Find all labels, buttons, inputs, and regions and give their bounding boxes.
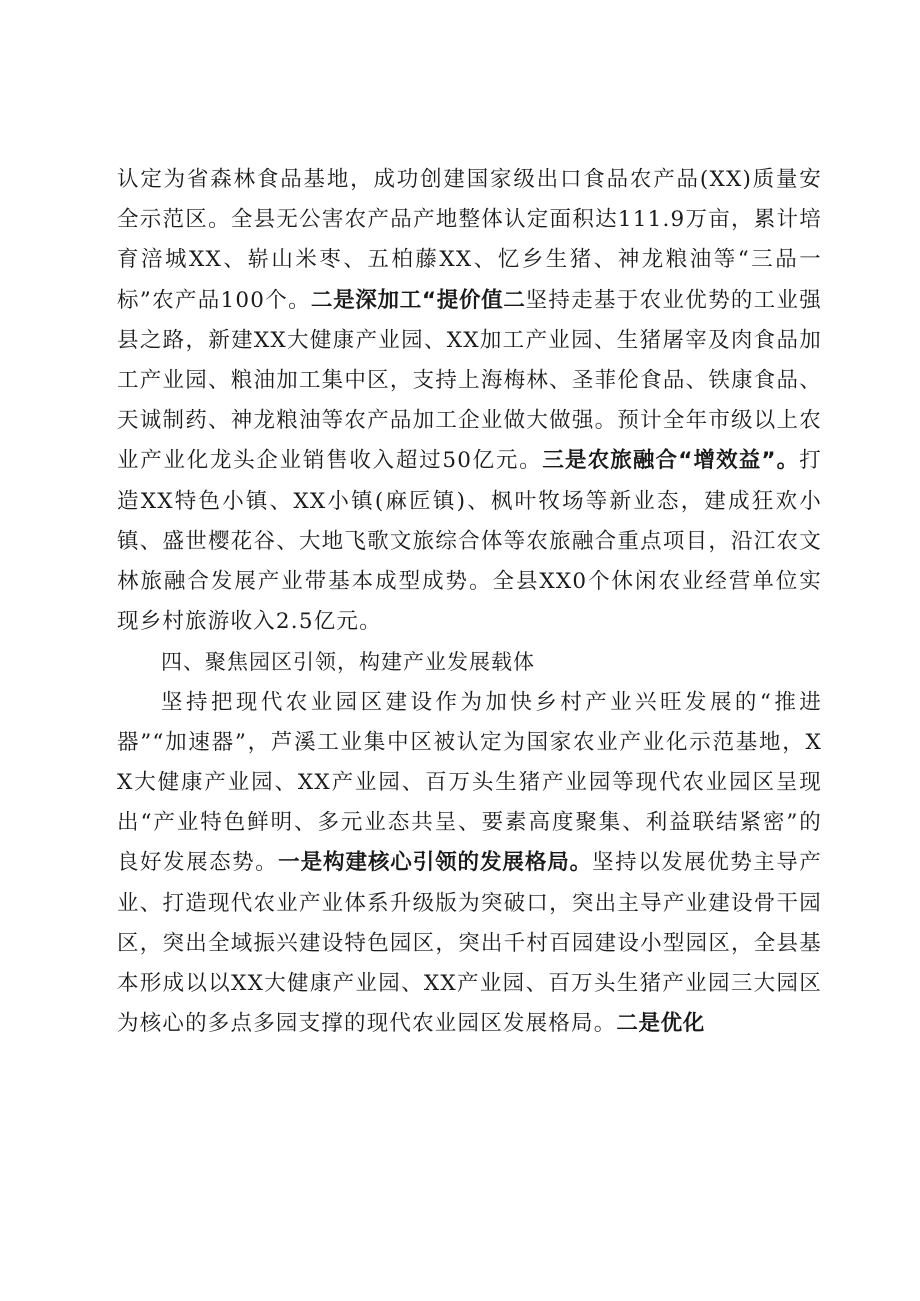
paragraph-1-text-1: 认定为省森林食品基地，成功创建国家级出口食品农产品(XX)质量安全示范区。全县无公害农产品产地整体认定面积达111.9万亩，累计培育涪城XX、崭山米枣、五柏藤XX、忆乡生猪、神龙粮油等“三品一标”农产品100个。 xyxy=(117,167,822,313)
section-heading: 四、聚焦园区引领，构建产业发展载体 xyxy=(161,650,535,675)
paragraph-2-bold-2: 二是优化 xyxy=(616,1011,705,1037)
paragraph-1-bold-1: 二是深加工“提价值二 xyxy=(310,287,526,313)
paragraph-2-text-1: 坚持把现代农业园区建设作为加快乡村产业兴旺发展的“推进器”“加速器”，芦溪工业集中区被认定为国家农业产业化示范基地，XX大健康产业园、XX产业园、百万头生猪产业园等现代农业园区呈现出“产业特色鲜明、多元业态共呈、要素高度聚集、利益联结紧密”的良好发展态势。 xyxy=(117,689,822,876)
paragraph-1-bold-2: 三是农旅融合“增效益”。 xyxy=(542,448,800,474)
paragraph-2-text-2: 坚持以发展优势主导产业、打造现代农业产业体系升级版为突破口，突出主导产业建设骨干园区，突出全域振兴建设特色园区，突出千村百园建设小型园区，全县基本形成以以XX大健康产业园、XX产业园、百万头生猪产业园三大园区为核心的多点多园支撑的现代农业园区发展格局。 xyxy=(117,850,822,1037)
body-paragraph-2 xyxy=(117,683,822,1045)
document-page xyxy=(117,160,822,1044)
paragraph-1-text-3: 打造XX特色小镇、XX小镇(麻匠镇)、枫叶牧场等新业态，建成狂欢小镇、盛世樱花谷、大地飞歌文旅综合体等农旅融合重点项目，沿江农文林旅融合发展产业带基本成型成势。全县XX0个休闲农业经营单位实现乡村旅游收入2.5亿元。 xyxy=(117,448,822,635)
body-paragraph-1 xyxy=(117,160,822,642)
paragraph-1-text-2: 坚持走基于农业优势的工业强县之路，新建XX大健康产业园、XX加工产业园、生猪屠宰及肉食品加工产业园、粮油加工集中区，支持上海梅林、圣菲伦食品、铁康食品、天诚制药、神龙粮油等农产品加工企业做大做强。预计全年市级以上农业产业化龙头企业销售收入超过50亿元。 xyxy=(117,287,822,474)
paragraph-2-bold-1: 一是构建核心引领的发展格局。 xyxy=(278,850,593,876)
